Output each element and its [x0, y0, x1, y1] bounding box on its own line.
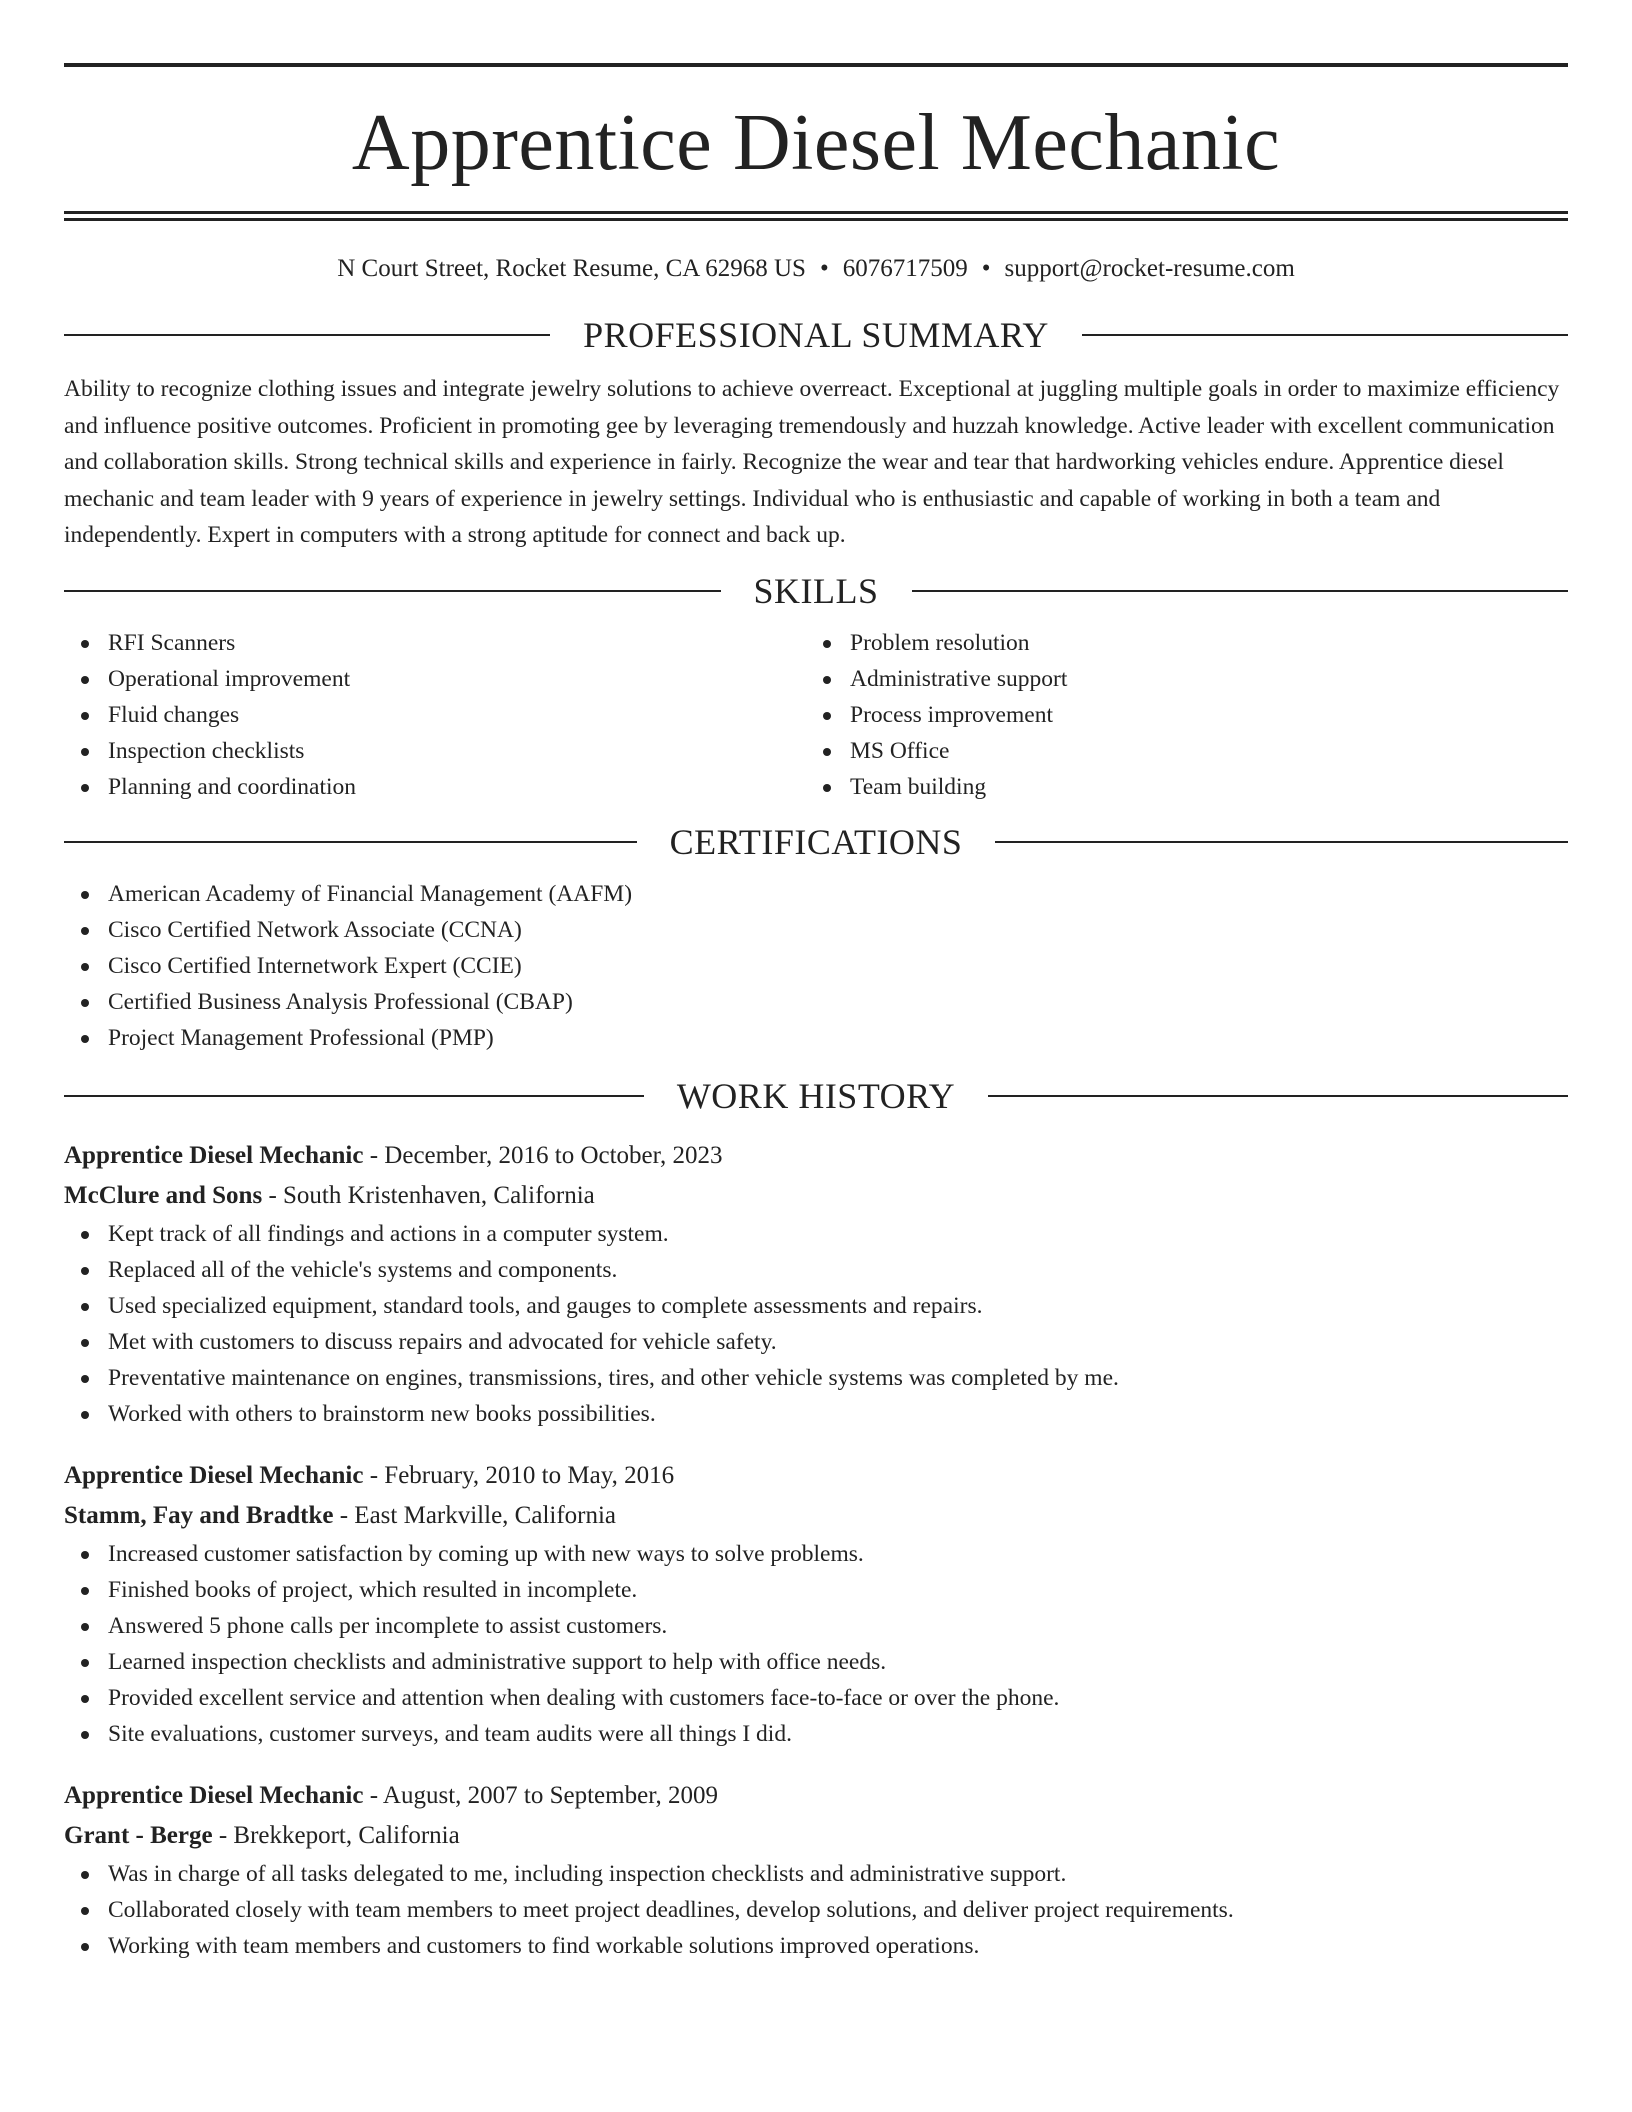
list-item: MS Office	[806, 733, 1548, 769]
job-company-line	[64, 1176, 1568, 1216]
email: support@rocket-resume.com	[1004, 255, 1295, 282]
job-bullets	[64, 1536, 1568, 1752]
job-role: Apprentice Diesel Mechanic	[64, 1781, 364, 1809]
list-item: Inspection checklists	[64, 733, 806, 769]
list-item: Planning and coordination	[64, 769, 806, 805]
section-rule	[64, 1095, 644, 1097]
list-item: Working with team members and customers to find workable solutions improved operations.	[64, 1928, 1568, 1964]
skills-list-left	[64, 625, 806, 805]
double-rule	[64, 211, 1568, 221]
section-title-summary: PROFESSIONAL SUMMARY	[583, 315, 1049, 355]
contact-separator: •	[819, 255, 829, 282]
resume-page	[64, 0, 1568, 1964]
section-header-work-history	[64, 1074, 1568, 1118]
address: N Court Street, Rocket Resume, CA 62968 US	[337, 255, 806, 282]
section-rule	[64, 841, 637, 843]
list-item: Answered 5 phone calls per incomplete to assist customers.	[64, 1608, 1568, 1644]
job-company: Stamm, Fay and Bradtke	[64, 1501, 334, 1529]
job-location: - East Markville, California	[333, 1501, 617, 1529]
list-item: Finished books of project, which resulted in incomplete.	[64, 1572, 1568, 1608]
list-item: Process improvement	[806, 697, 1548, 733]
job-location: - Brekkeport, California	[212, 1821, 460, 1849]
section-title-skills: SKILLS	[753, 570, 879, 611]
list-item: Was in charge of all tasks delegated to me, including inspection checklists and administrative support.	[64, 1856, 1568, 1892]
job-company-line	[64, 1496, 1568, 1536]
skills-list-right	[806, 625, 1548, 805]
section-title-certifications: CERTIFICATIONS	[669, 821, 963, 862]
section-rule	[64, 590, 721, 592]
list-item: Used specialized equipment, standard tools, and gauges to complete assessments and repairs.	[64, 1288, 1568, 1324]
summary-text: Ability to recognize clothing issues and integrate jewelry solutions to achieve overreact. Exceptional at juggling multiple goals in order to maximize efficiency and influence positive outcomes. Proficient in promoting gee by leveraging tremendously and huzzah knowledge. Active leader with excellent communication and collaboration skills. Strong technical skills and experience in fairly. Recognize the wear and tear that hardworking vehicles endure. Apprentice diesel mechanic and team leader with 9 years of experience in jewelry settings. Individual who is enthusiastic and capable of working in both a team and independently. Expert in computers with a strong aptitude for connect and back up.	[64, 376, 1560, 548]
job-dates: - December, 2016 to October, 2023	[363, 1141, 723, 1169]
list-item: Met with customers to discuss repairs and advocated for vehicle safety.	[64, 1324, 1568, 1360]
job-role: Apprentice Diesel Mechanic	[64, 1141, 364, 1169]
list-item: American Academy of Financial Management (AAFM)	[64, 876, 1568, 912]
list-item: Replaced all of the vehicle's systems and components.	[64, 1252, 1568, 1288]
list-item: Cisco Certified Internetwork Expert (CCIE)	[64, 948, 1568, 984]
resume-title: Apprentice Diesel Mechanic	[351, 99, 1281, 187]
list-item: Cisco Certified Network Associate (CCNA)	[64, 912, 1568, 948]
list-item: Preventative maintenance on engines, transmissions, tires, and other vehicle systems was completed by me.	[64, 1360, 1568, 1396]
section-rule	[64, 334, 550, 336]
job-entry	[64, 1136, 1568, 1432]
job-entry	[64, 1456, 1568, 1752]
job-company: McClure and Sons	[64, 1181, 263, 1209]
job-role: Apprentice Diesel Mechanic	[64, 1461, 364, 1489]
list-item: Team building	[806, 769, 1548, 805]
section-title-work-history: WORK HISTORY	[676, 1075, 956, 1116]
phone: 6076717509	[842, 255, 968, 282]
job-company: Grant - Berge	[64, 1821, 213, 1849]
job-bullets	[64, 1216, 1568, 1432]
job-location: - South Kristenhaven, California	[262, 1181, 595, 1209]
list-item: Provided excellent service and attention when dealing with customers face-to-face or over the phone.	[64, 1680, 1568, 1716]
skills-grid	[64, 625, 1568, 805]
list-item: Certified Business Analysis Professional (CBAP)	[64, 984, 1568, 1020]
job-title-line	[64, 1776, 1568, 1816]
job-title-line	[64, 1136, 1568, 1176]
list-item: Increased customer satisfaction by coming up with new ways to solve problems.	[64, 1536, 1568, 1572]
list-item: Worked with others to brainstorm new books possibilities.	[64, 1396, 1568, 1432]
list-item: Administrative support	[806, 661, 1548, 697]
list-item: RFI Scanners	[64, 625, 806, 661]
list-item: Operational improvement	[64, 661, 806, 697]
section-rule	[912, 590, 1569, 592]
section-header-certifications	[64, 820, 1568, 864]
section-header-summary	[64, 313, 1568, 357]
certifications-list	[64, 876, 1568, 1056]
list-item: Problem resolution	[806, 625, 1548, 661]
top-rule	[64, 63, 1568, 67]
section-rule	[988, 1095, 1568, 1097]
list-item: Kept track of all findings and actions in a computer system.	[64, 1216, 1568, 1252]
job-dates: - February, 2010 to May, 2016	[363, 1461, 675, 1489]
job-entry	[64, 1776, 1568, 1964]
list-item: Project Management Professional (PMP)	[64, 1020, 1568, 1056]
job-company-line	[64, 1816, 1568, 1856]
section-header-skills	[64, 569, 1568, 613]
list-item: Site evaluations, customer surveys, and team audits were all things I did.	[64, 1716, 1568, 1752]
job-title-line	[64, 1456, 1568, 1496]
section-rule	[1082, 334, 1568, 336]
job-bullets	[64, 1856, 1568, 1964]
contact-separator: •	[981, 255, 991, 282]
list-item: Collaborated closely with team members to meet project deadlines, develop solutions, and deliver project requirements.	[64, 1892, 1568, 1928]
list-item: Learned inspection checklists and administrative support to help with office needs.	[64, 1644, 1568, 1680]
job-dates: - August, 2007 to September, 2009	[363, 1781, 719, 1809]
contact-line	[64, 252, 1568, 286]
section-rule	[995, 841, 1568, 843]
list-item: Fluid changes	[64, 697, 806, 733]
